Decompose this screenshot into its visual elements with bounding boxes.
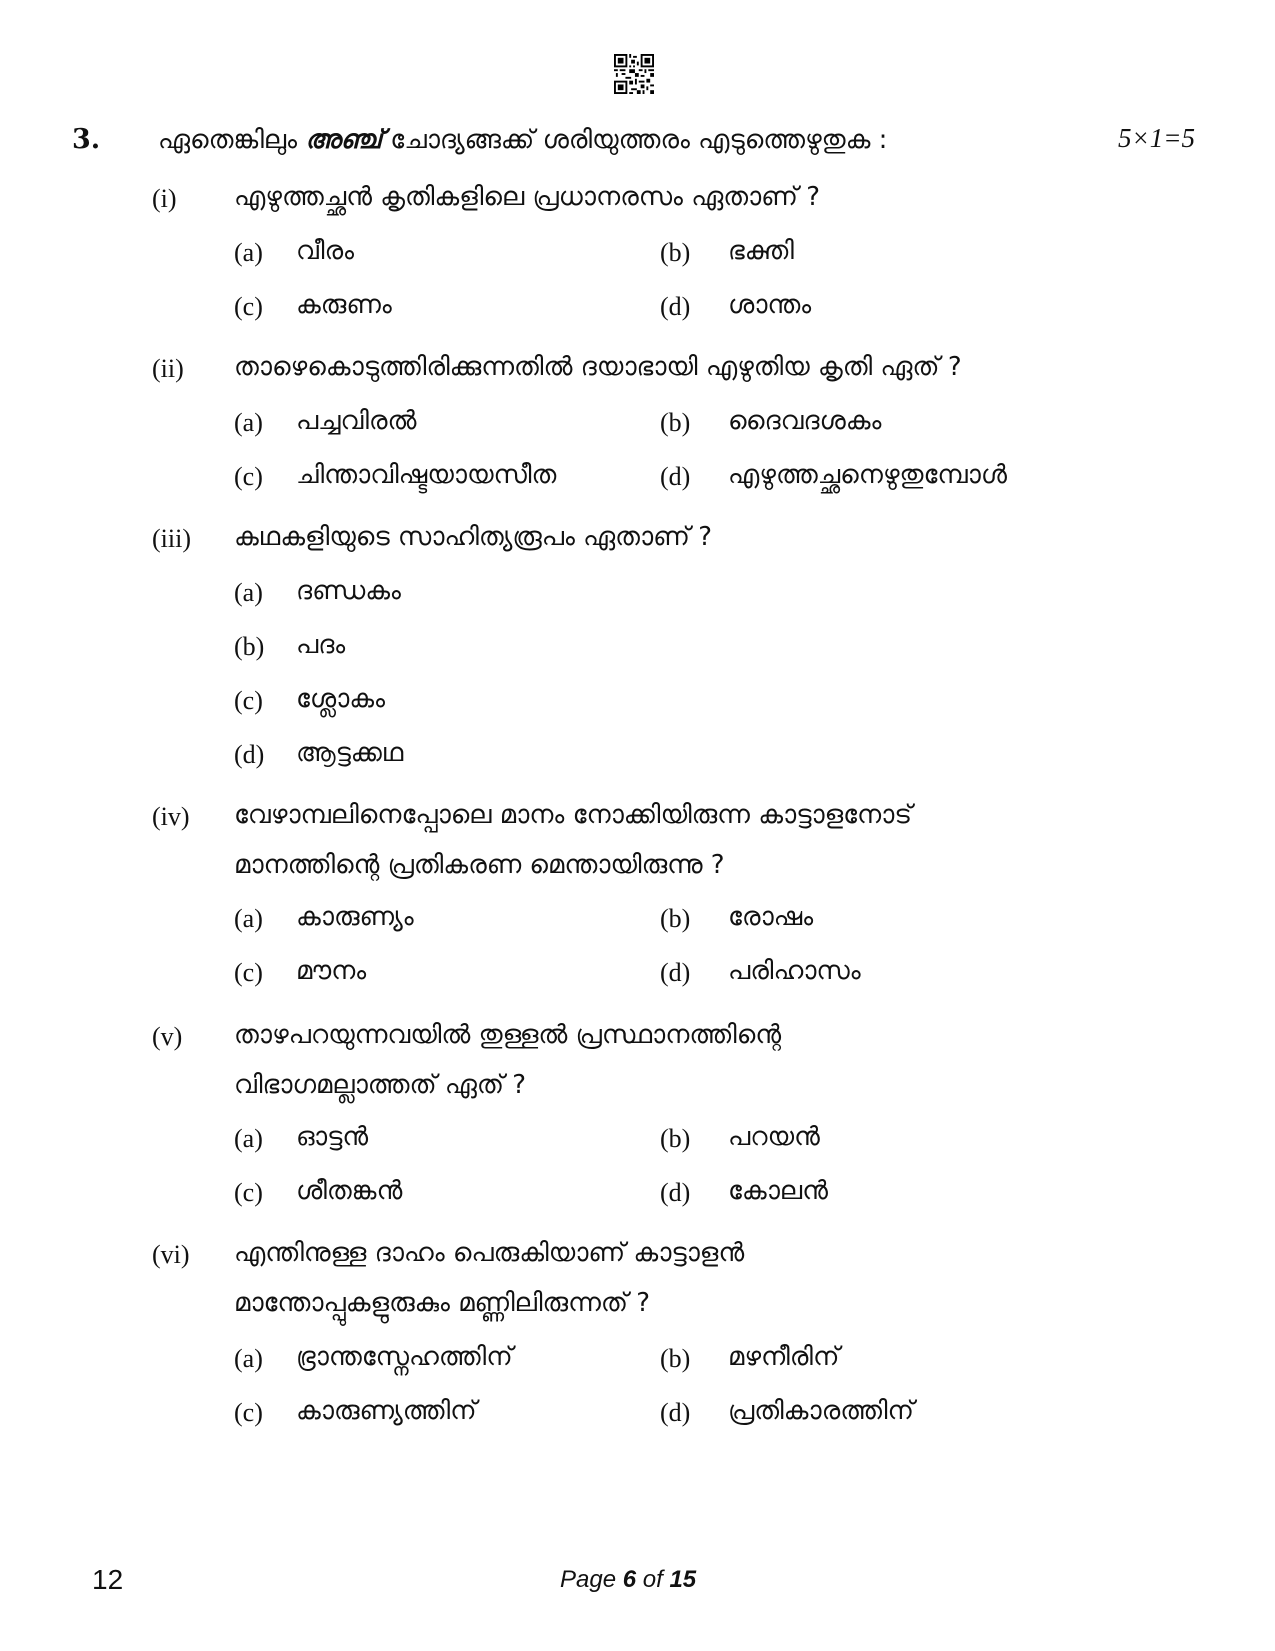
subquestion-text: മാന്തോപ്പുകളുരുകും മണ്ണിലിരുന്നത് ? [234,1288,651,1318]
option-label: (d) [660,1178,691,1207]
option-text: ശാന്തം [728,290,812,320]
option-text: ഓട്ടൻ [296,1122,369,1152]
page-code: 12 [92,1564,124,1595]
question-number: 3. [72,124,101,155]
option-text: പ്രതികാരത്തിന് [728,1396,915,1426]
option-label: (d) [660,292,691,321]
option-text: ഭ്രാന്തസ്നേഹത്തിന് [296,1342,513,1372]
option-text: രോഷം [728,902,814,932]
option-label: (d) [660,462,691,491]
option-text: പറയൻ [728,1122,820,1152]
option-text: വീരം [296,236,354,266]
question-marks: 5×1=5 [1118,123,1195,153]
subquestion-text: കഥകളിയുടെ സാഹിത്യരൂപം ഏതാണ് ? [234,522,712,552]
option-label: (b) [660,238,691,267]
option-label: (b) [234,632,265,661]
option-label: (a) [234,238,263,267]
option-label: (b) [660,1124,691,1153]
option-text: മഴനീരിന് [728,1342,840,1372]
option-label: (a) [234,904,263,933]
option-text: പച്ചവിരൽ [296,406,417,436]
page-total: 15 [669,1566,697,1593]
option-label: (c) [234,292,263,321]
option-label: (d) [234,740,265,769]
subquestion-text: മാനത്തിന്റെ പ്രതികരണ മെന്തായിരുന്നു ? [234,850,725,880]
option-text: പരിഹാസം [728,956,861,986]
page-prefix: Page [560,1566,623,1593]
subquestion-label: (v) [152,1022,183,1051]
option-label: (a) [234,1124,263,1153]
option-label: (c) [234,686,263,715]
page-mid: of [636,1566,670,1593]
option-label: (a) [234,578,263,607]
option-text: എഴുത്തച്ഛനെഴുതുമ്പോൾ [728,460,1007,490]
page-current: 6 [622,1566,637,1593]
instruction-pre: ഏതെങ്കിലും [158,125,306,155]
option-text: കരുണം [296,290,392,320]
option-label: (c) [234,1178,263,1207]
option-label: (b) [660,408,691,437]
subquestion-text: എഴുത്തച്ഛൻ കൃതികളിലെ പ്രധാനരസം ഏതാണ് ? [234,182,821,212]
subquestion-label: (i) [152,184,177,213]
subquestion-label: (iv) [152,802,190,831]
option-label: (c) [234,1398,263,1427]
option-label: (d) [660,958,691,987]
option-label: (b) [660,1344,691,1373]
option-text: ശീതങ്കൻ [296,1176,403,1206]
subquestion-text: എന്തിനുള്ള ദാഹം പെരുകിയാണ് കാട്ടാളൻ [234,1238,745,1268]
option-label: (a) [234,408,263,437]
qr-code-icon [614,54,654,94]
instruction-post: ചോദ്യങ്ങക്ക് ശരിയുത്തരം എടുത്തെഴുതുക : [382,125,888,155]
option-label: (a) [234,1344,263,1373]
subquestion-text: താഴപറയുന്നവയിൽ തുള്ളൽ പ്രസ്ഥാനത്തിന്റെ [234,1020,782,1050]
subquestion-text: വിഭാഗമല്ലാത്തത് ഏത് ? [234,1070,527,1100]
option-text: ദൈവദശകം [728,406,882,436]
option-label: (c) [234,958,263,987]
option-text: ഭക്തി [728,236,794,266]
subquestion-label: (iii) [152,524,191,553]
option-text: കാരുണ്യം [296,902,414,932]
option-text: ആട്ടക്കഥ [296,738,404,768]
page-indicator [560,1566,696,1594]
option-text: ചിന്താവിഷ്ടയായസീത [296,460,557,490]
subquestion-label: (vi) [152,1240,190,1269]
option-text: പദം [296,630,346,660]
instruction-bold: അഞ്ച് [305,125,383,155]
option-label: (c) [234,462,263,491]
option-label: (b) [660,904,691,933]
subquestion-label: (ii) [152,354,184,383]
option-text: ശ്ലോകം [296,684,385,714]
question-instruction [158,125,887,156]
option-text: കാരുണ്യത്തിന് [296,1396,477,1426]
option-text: ദണ്ഡകം [296,576,401,606]
option-text: മൗനം [296,956,367,986]
option-text: കോലൻ [728,1176,828,1206]
subquestion-text: താഴെകൊടുത്തിരിക്കുന്നതിൽ ദയാഭായി എഴുതിയ കൃതി ഏത് ? [234,352,962,382]
subquestion-text: വേഴാമ്പലിനെപ്പോലെ മാനം നോക്കിയിരുന്ന കാട്ടാളനോട് [234,800,912,830]
option-label: (d) [660,1398,691,1427]
